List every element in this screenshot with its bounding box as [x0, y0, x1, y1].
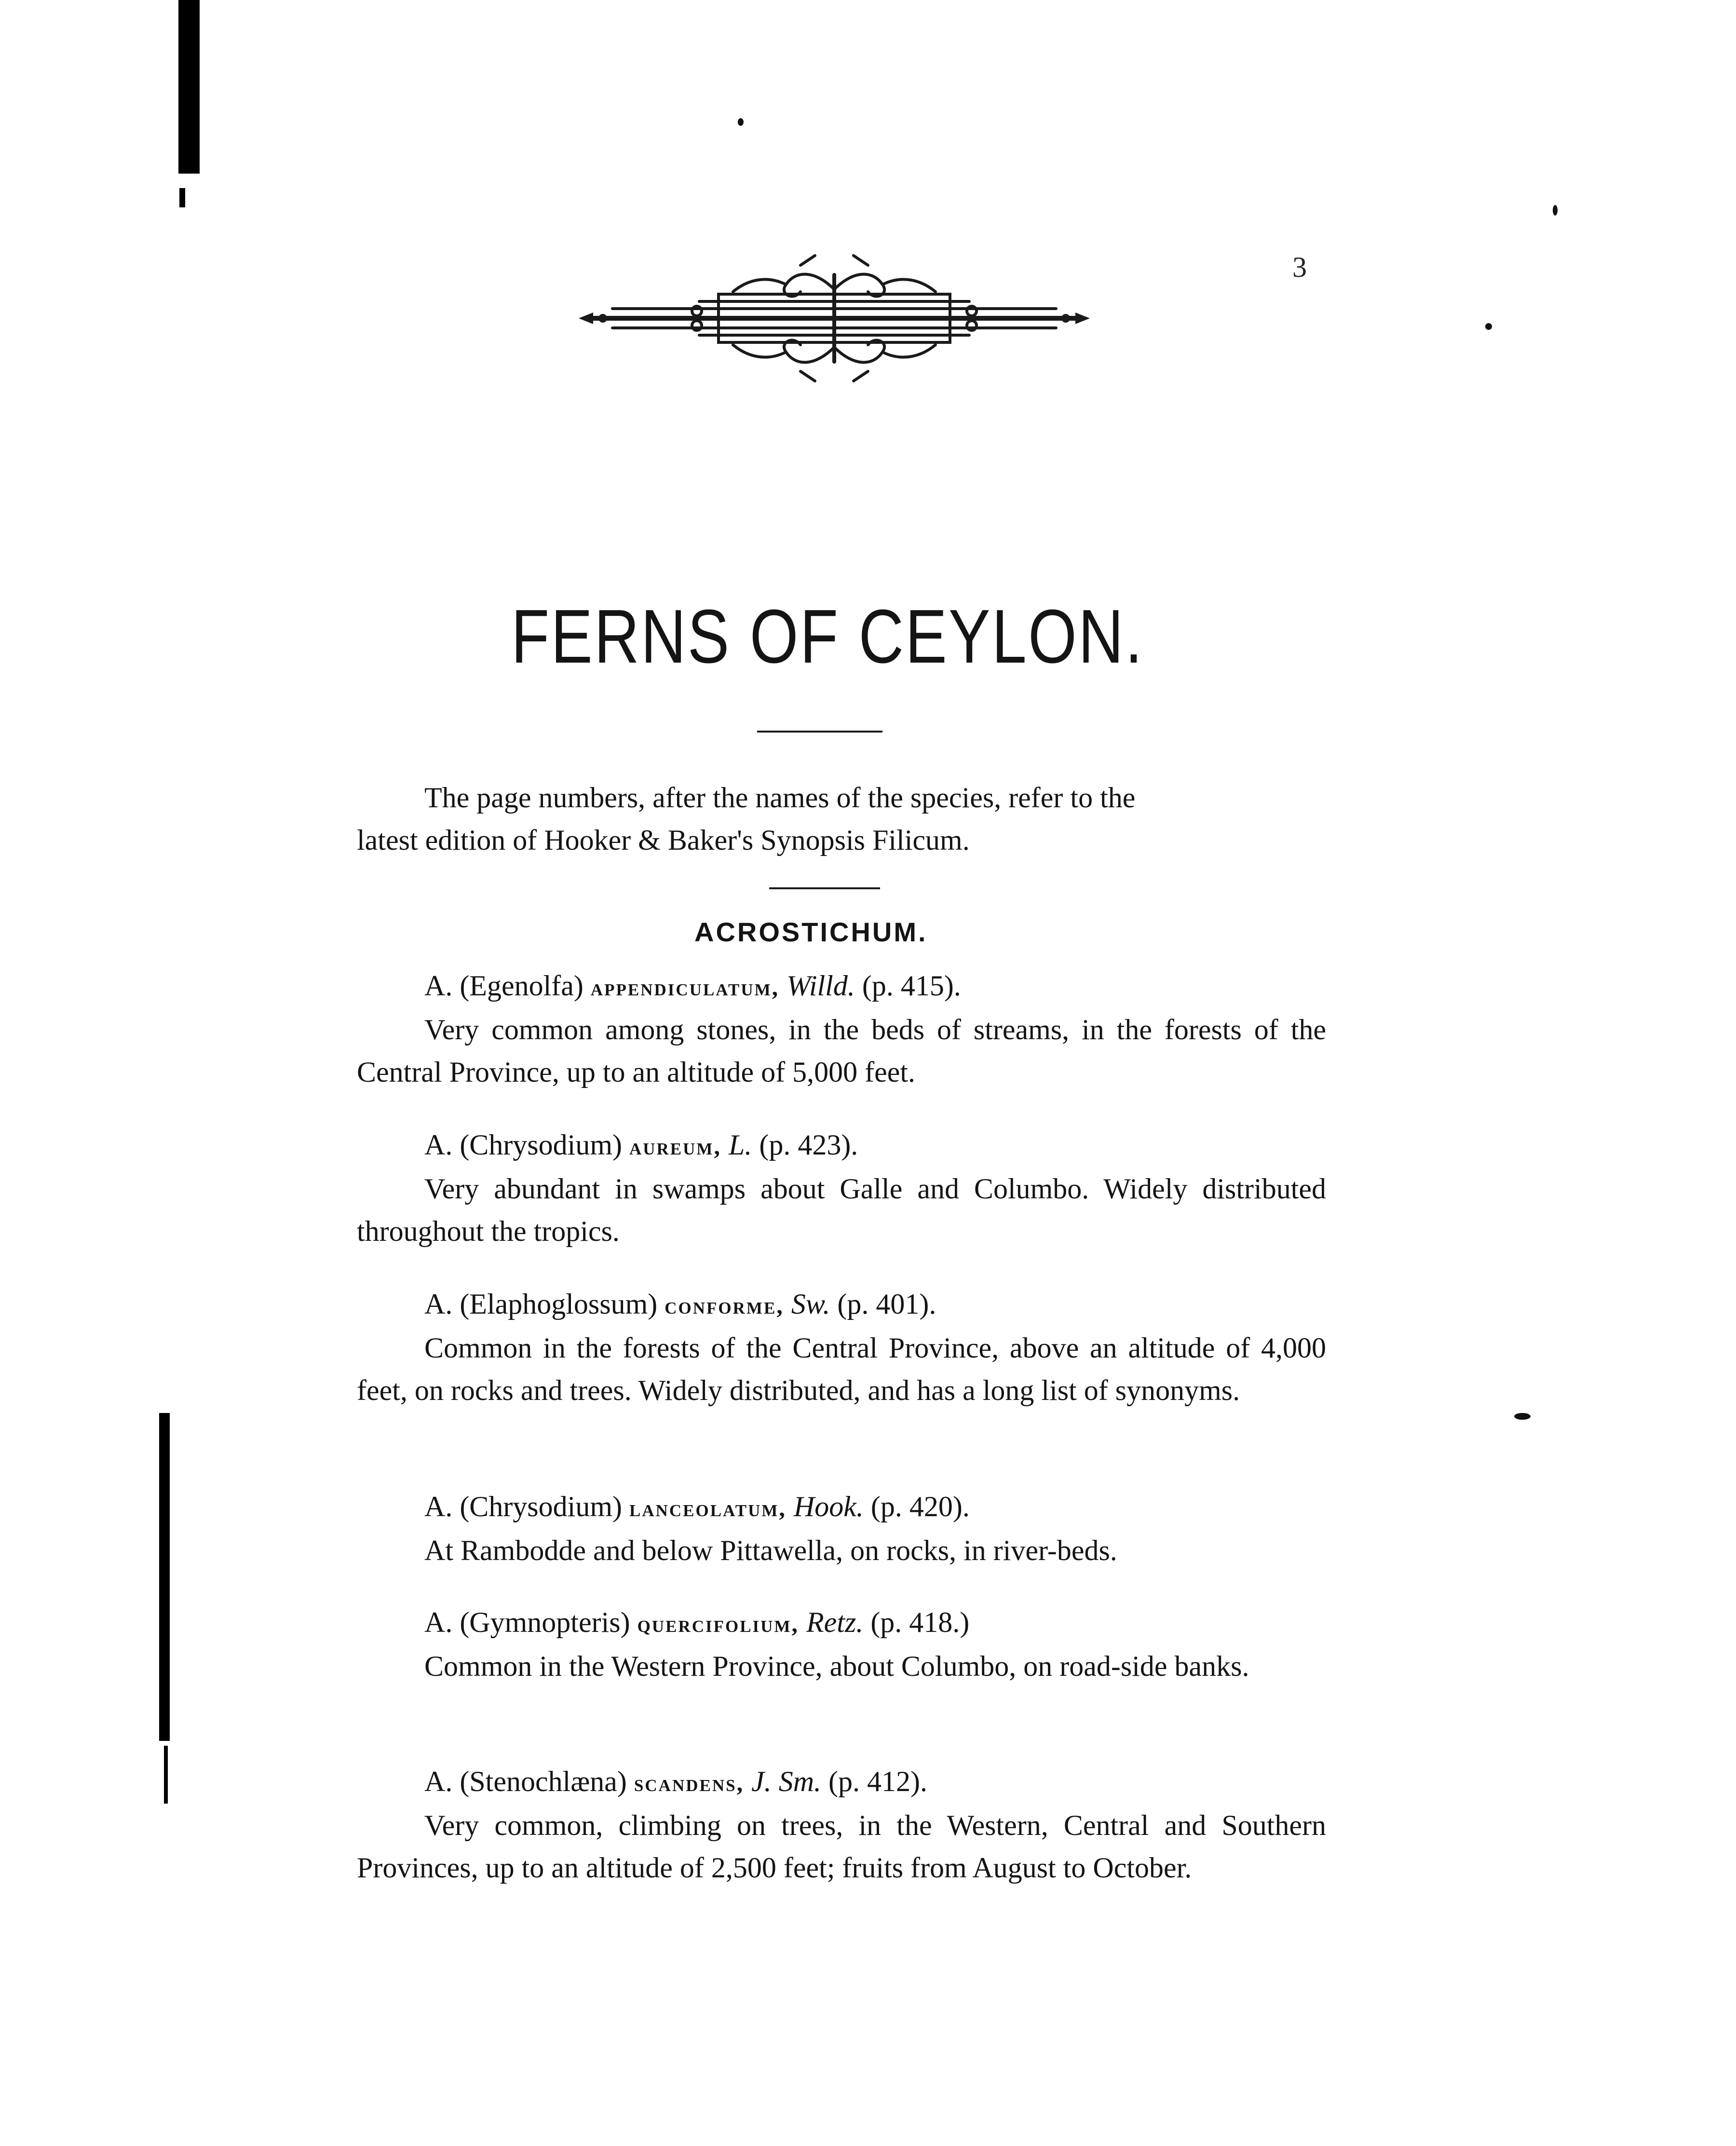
- species-author: Retz.: [806, 1606, 864, 1638]
- genus-heading: ACROSTICHUM.: [694, 917, 928, 947]
- species-entry: [357, 1485, 1326, 1572]
- species-name: appendiculatum,: [590, 974, 780, 1001]
- entry-prefix: A. (Chrysodium): [424, 1129, 629, 1161]
- divider-rule: [769, 887, 880, 889]
- scan-edge-artifact: [178, 0, 200, 174]
- species-heading: [357, 1283, 1326, 1327]
- scan-speck: [1485, 323, 1492, 330]
- species-entry: [357, 1760, 1326, 1889]
- species-heading: [357, 964, 1326, 1008]
- page-title: FERNS OF CEYLON.: [511, 594, 1144, 679]
- species-author: Willd.: [787, 970, 855, 1002]
- species-heading: [357, 1760, 1326, 1804]
- species-heading: [357, 1124, 1326, 1168]
- species-description: Very common, climbing on trees, in the Western, Central and Southern Provinces, up to an altitude of 2,500 feet; fruits from August to October.: [357, 1809, 1326, 1884]
- page-number: 3: [1292, 251, 1307, 283]
- entry-prefix: A. (Chrysodium): [424, 1491, 629, 1522]
- page-reference: (p. 415).: [862, 970, 961, 1002]
- species-author: Sw.: [791, 1288, 830, 1320]
- species-entry: [357, 1283, 1326, 1412]
- species-name: aureum,: [629, 1133, 721, 1160]
- entry-prefix: A. (Egenolfa): [424, 970, 591, 1002]
- scan-edge-artifact: [179, 188, 185, 207]
- scan-speck: [1514, 1413, 1531, 1420]
- scan-speck: [1553, 205, 1558, 216]
- species-entry: [357, 1601, 1326, 1687]
- species-heading: [357, 1485, 1326, 1529]
- page-reference: (p. 401).: [837, 1288, 936, 1320]
- intro-paragraph: [357, 776, 1326, 861]
- divider-rule: [757, 731, 882, 733]
- scan-edge-artifact: [164, 1746, 168, 1804]
- page-reference: (p. 412).: [828, 1766, 928, 1797]
- species-author: J. Sm.: [751, 1766, 822, 1797]
- entry-prefix: A. (Gymnopteris): [424, 1606, 637, 1638]
- species-description: Very common among stones, in the beds of streams, in the forests of the Central Province, up to an altitude of 5,000 feet.: [357, 1014, 1326, 1088]
- intro-line-2: latest edition of Hooker & Baker's Synopsis Filicum.: [357, 824, 970, 856]
- species-name: quercifolium,: [637, 1610, 799, 1637]
- page-reference: (p. 418.): [870, 1606, 970, 1638]
- species-entry: [357, 1124, 1326, 1252]
- entry-prefix: A. (Stenochlæna): [424, 1766, 634, 1797]
- scan-edge-artifact: [159, 1413, 170, 1741]
- species-author: L.: [728, 1129, 752, 1161]
- species-description: Very abundant in swamps about Galle and Columbo. Widely distributed throughout the tropics.: [357, 1173, 1326, 1247]
- species-description: Common in the Western Province, about Columbo, on road-side banks.: [424, 1650, 1249, 1682]
- entry-prefix: A. (Elaphoglossum): [424, 1288, 665, 1320]
- species-description: Common in the forests of the Central Province, above an altitude of 4,000 feet, on rocks and trees. Widely distributed, and has a long list of synonyms.: [357, 1332, 1326, 1406]
- species-name: lanceolatum,: [629, 1494, 787, 1521]
- species-name: scandens,: [634, 1769, 745, 1796]
- species-entry: [357, 964, 1326, 1093]
- species-description: At Rambodde and below Pittawella, on rocks, in river-beds.: [424, 1535, 1117, 1566]
- scan-speck: [738, 118, 744, 126]
- intro-line-1: The page numbers, after the names of the species, refer to the: [424, 782, 1136, 814]
- species-heading: [357, 1601, 1326, 1645]
- species-name: conforme,: [665, 1292, 784, 1319]
- page-reference: (p. 423).: [759, 1129, 858, 1161]
- page-reference: (p. 420).: [870, 1491, 970, 1522]
- species-author: Hook.: [793, 1491, 864, 1522]
- decorative-ornament: [574, 241, 1095, 395]
